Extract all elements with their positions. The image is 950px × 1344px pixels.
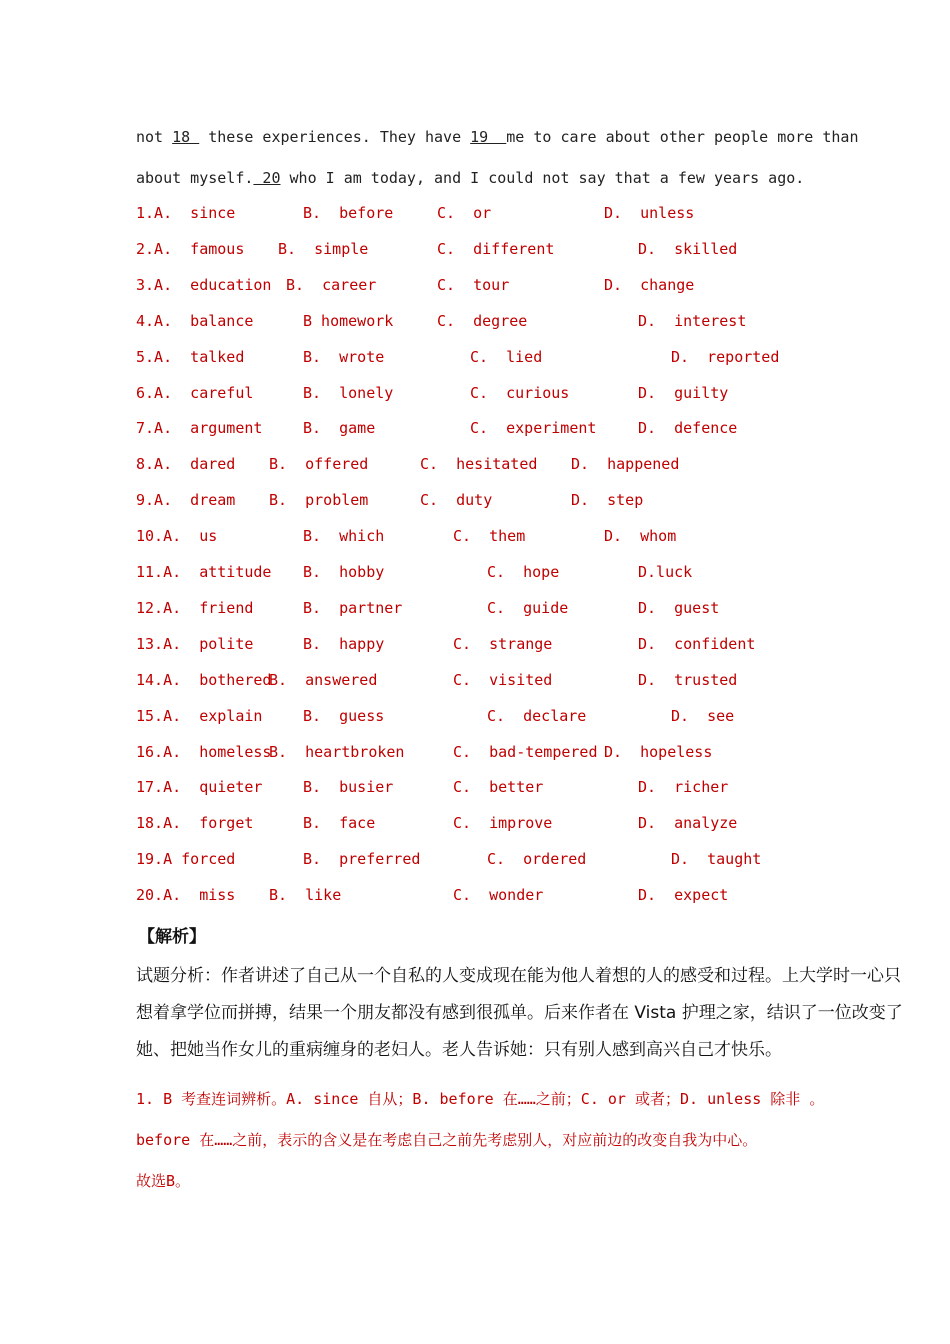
option-b: B. game xyxy=(303,419,376,438)
option-b: B. hobby xyxy=(303,563,385,581)
question-options-row xyxy=(136,635,916,655)
blank-18: 18 xyxy=(172,128,200,146)
option-c: C. lied xyxy=(470,347,543,366)
option-a: 1.A. since xyxy=(136,204,236,222)
option-a: 6.A. careful xyxy=(136,383,254,402)
option-b: B homework xyxy=(303,311,394,330)
option-b: B. wrote xyxy=(303,347,385,366)
option-b: B. like xyxy=(269,886,342,905)
option-a: 2.A. famous xyxy=(136,239,245,258)
option-d: D. happened xyxy=(571,455,680,474)
option-b: B. partner xyxy=(303,598,403,617)
option-d: D. defence xyxy=(638,419,738,438)
option-c: C. hope xyxy=(487,563,560,581)
question-options-row xyxy=(136,240,916,260)
option-d: D. confident xyxy=(638,634,756,653)
option-c: C. wonder xyxy=(453,886,544,905)
option-b: B. which xyxy=(303,527,385,546)
option-b: B. guess xyxy=(303,706,385,725)
option-d: D. hopeless xyxy=(604,742,713,761)
option-c: C. ordered xyxy=(487,850,587,869)
option-c: C. different xyxy=(437,239,555,258)
option-d: D. change xyxy=(604,275,695,294)
option-a: 12.A. friend xyxy=(136,598,254,617)
question-options-row xyxy=(136,850,916,870)
option-d: D. unless xyxy=(604,204,695,222)
passage-text: not xyxy=(136,128,173,146)
option-b: B. career xyxy=(286,275,377,294)
option-a: 7.A. argument xyxy=(136,419,263,438)
option-b: B. before xyxy=(303,204,394,222)
option-c: C. them xyxy=(453,527,526,546)
answer-explanation-line: 1. B 考查连词辨析。A. since 自从；B. before 在……之前；C. or 或者；D. unless 除非 。 xyxy=(136,1090,825,1108)
option-a: 3.A. education xyxy=(136,275,272,294)
option-c: C. strange xyxy=(453,634,553,653)
option-d: D. analyze xyxy=(638,814,738,833)
question-options-row xyxy=(136,671,916,691)
passage-text: these experiences. They have xyxy=(199,128,471,146)
option-a: 15.A. explain xyxy=(136,706,263,725)
question-options-row xyxy=(136,778,916,798)
option-d: D. richer xyxy=(638,778,729,797)
question-options-row xyxy=(136,886,916,906)
option-c: C. experiment xyxy=(470,419,597,438)
option-c: C. degree xyxy=(437,311,528,330)
option-d: D. expect xyxy=(638,886,729,905)
question-options-row xyxy=(136,599,916,619)
answer-conclusion: 故选B。 xyxy=(136,1172,191,1190)
option-b: B. offered xyxy=(269,455,369,474)
option-c: C. guide xyxy=(487,598,569,617)
passage-line-2 xyxy=(136,169,804,187)
question-options-row xyxy=(136,814,916,834)
option-d: D. interest xyxy=(638,311,747,330)
question-options-row xyxy=(136,312,916,332)
passage-text: about myself. xyxy=(136,169,254,187)
passage-text: me to care about other people more than xyxy=(506,128,859,146)
option-c: C. bad-tempered xyxy=(453,742,598,761)
question-options-row xyxy=(136,384,916,404)
option-d: D. skilled xyxy=(638,239,738,258)
blank-19: 19 xyxy=(470,128,507,146)
option-d: D. reported xyxy=(671,347,780,366)
question-options-row xyxy=(136,419,916,439)
option-a: 5.A. talked xyxy=(136,347,245,366)
question-options-row xyxy=(136,563,916,583)
option-a: 13.A. polite xyxy=(136,634,254,653)
question-options-row xyxy=(136,527,916,547)
option-a: 16.A. homeless xyxy=(136,742,272,761)
option-a: 20.A. miss xyxy=(136,886,236,905)
option-a: 19.A forced xyxy=(136,850,236,869)
option-a: 8.A. dared xyxy=(136,455,236,474)
question-options-row xyxy=(136,707,916,727)
option-c: C. hesitated xyxy=(420,455,538,474)
passage-text: who I am today, and I could not say that a few years ago. xyxy=(280,169,805,187)
option-a: 9.A. dream xyxy=(136,491,236,510)
option-b: B. preferred xyxy=(303,850,421,869)
option-b: B. lonely xyxy=(303,383,394,402)
option-d: D. taught xyxy=(671,850,762,869)
analysis-heading: 【解析】 xyxy=(138,927,206,947)
option-c: C. tour xyxy=(437,275,510,294)
option-d: D. step xyxy=(571,491,644,510)
option-c: C. duty xyxy=(420,491,493,510)
blank-20: 20 xyxy=(253,169,281,187)
option-b: B. happy xyxy=(303,634,385,653)
option-a: 17.A. quieter xyxy=(136,778,263,797)
option-d: D. guilty xyxy=(638,383,729,402)
option-d: D. whom xyxy=(604,527,677,546)
option-c: C. better xyxy=(453,778,544,797)
question-options-row xyxy=(136,743,916,763)
passage-line-1 xyxy=(136,128,858,146)
option-b: B. simple xyxy=(278,239,369,258)
question-options-row xyxy=(136,204,916,224)
question-options-row xyxy=(136,491,916,511)
option-c: C. visited xyxy=(453,670,553,689)
option-a: 18.A. forget xyxy=(136,814,254,833)
option-d: D. trusted xyxy=(638,670,738,689)
option-a: 14.A. bothered xyxy=(136,670,272,689)
answer-explanation-line: before 在……之前，表示的含义是在考虑自己之前先考虑别人，对应前边的改变自我为中心。 xyxy=(136,1131,758,1149)
option-c: C. improve xyxy=(453,814,553,833)
option-b: B. answered xyxy=(269,670,378,689)
option-d: D.luck xyxy=(638,563,693,581)
option-a: 10.A. us xyxy=(136,527,218,546)
analysis-summary: 试题分析：作者讲述了自己从一个自私的人变成现在能为他人着想的人的感受和过程。上大学时一心只想着拿学位而拼搏，结果一个朋友都没有感到很孤单。后来作者在 Vista 护理之家，结识了一位改变了她、把她当作女儿的重病缠身的老妇人。老人告诉她：只有别人感到高兴自己才快乐。 xyxy=(136,966,903,1060)
option-c: C. curious xyxy=(470,383,570,402)
option-b: B. face xyxy=(303,814,376,833)
option-b: B. heartbroken xyxy=(269,742,405,761)
option-b: B. busier xyxy=(303,778,394,797)
question-options-row xyxy=(136,276,916,296)
option-b: B. problem xyxy=(269,491,369,510)
option-c: C. declare xyxy=(487,706,587,725)
option-d: D. guest xyxy=(638,598,720,617)
question-options-row xyxy=(136,455,916,475)
option-a: 11.A. attitude xyxy=(136,563,272,581)
option-a: 4.A. balance xyxy=(136,311,254,330)
option-c: C. or xyxy=(437,204,492,222)
option-d: D. see xyxy=(671,706,735,725)
question-options-row xyxy=(136,348,916,368)
